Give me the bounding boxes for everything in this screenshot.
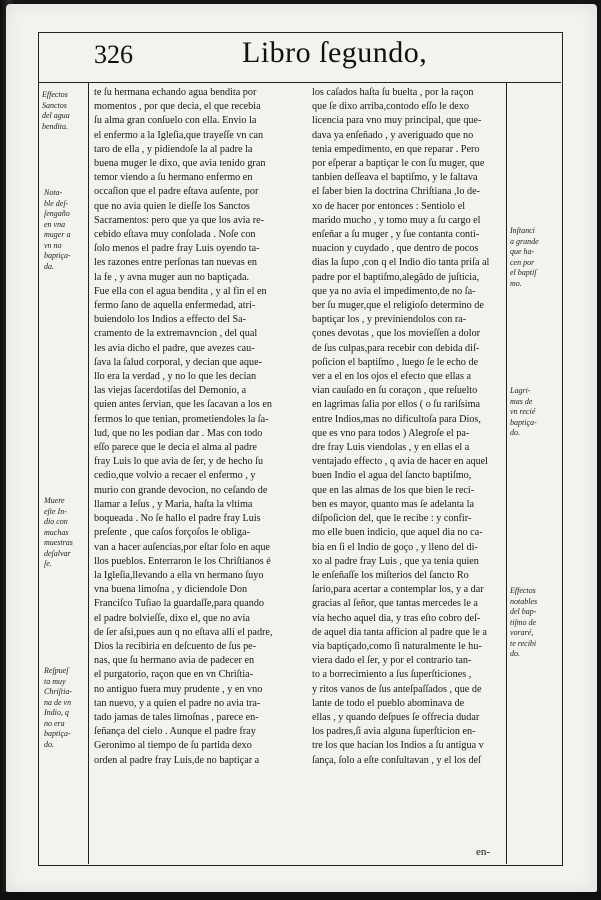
- text-line: ſava la ſalud corporal, y decian que aque-: [94, 356, 263, 368]
- text-line: el purgatorio, raçon que en vn Chriſtia-: [94, 669, 254, 681]
- text-line: que en las almas de los que bien le reci-: [312, 484, 475, 496]
- text-line: te ſu hermana echando agua bendita por: [94, 87, 257, 98]
- text-line: quien antes ſervian, que les ſacavan a los en: [94, 399, 272, 411]
- margin-note-line: notables: [510, 596, 538, 606]
- text-line: vna buena limoſna , y diciendole Don: [94, 584, 248, 596]
- margin-note-line: Chriſtia-: [44, 687, 73, 696]
- margin-note-right-1: [510, 226, 539, 289]
- text-line: de ſer aſsi,pues aun q no eſtava alli el padre,: [94, 626, 273, 638]
- text-line: mo elle buen indicio, que aquel dia no ca-: [312, 527, 483, 539]
- text-line: tado jamas de tales limoſnas , parece en-: [94, 711, 259, 723]
- margin-note-line: eſte In-: [44, 506, 67, 516]
- text-line: ben es mayor, quanto mas ſe adelanta la: [312, 498, 474, 510]
- text-line: taro de ella , y pidiendoſe la al padre la: [94, 143, 253, 155]
- margin-note-line: Effectos: [42, 90, 68, 99]
- text-line: no antiguo fuera muy prudente , y en vno: [94, 683, 263, 695]
- text-line: tanbien deſſeava el baptiſmo, y le faltava: [312, 172, 478, 184]
- text-line: entre Indios,mas no dificultoſa para Dios,: [312, 413, 481, 425]
- text-line: ellas , y quando deſpues ſe offrecia dudar: [312, 711, 480, 723]
- text-line: ſolo menos el padre fray Luis oyendo ta-: [94, 243, 260, 255]
- margin-note-line: en vna: [44, 219, 66, 229]
- running-head: Libro ſegundo,: [242, 36, 428, 69]
- text-line: dre fray Luis viendolas , y en ellas el a: [312, 442, 470, 454]
- margin-note-line: Effectos: [510, 586, 536, 595]
- text-line: por eſperar a baptiçar le con ſu muger, que: [312, 158, 485, 170]
- text-line: Sacramentos: pero que ya que los avia re-: [94, 214, 265, 226]
- margin-note-line: do.: [510, 428, 520, 437]
- text-line: de ſus culpas,para recebir con debida diſ-: [312, 342, 480, 354]
- margin-note-line: ta muy: [44, 676, 66, 686]
- text-line: ventajado effecto , q avia de hacer en aquel: [312, 456, 489, 468]
- text-line: fermos lo que tenian, prometiendoles la ſa-: [94, 413, 269, 425]
- margin-note-line: muchas: [44, 527, 69, 537]
- text-line: occaſion que el padre eſtava auſente, por: [94, 186, 259, 198]
- text-line: lud, que no les podian dar . Mas con todo: [94, 427, 263, 439]
- text-line: Fue ella con el agua bendita , y al fin el en: [94, 285, 267, 297]
- text-line: fermo ſano de aquella enfermedad, atri-: [94, 300, 256, 312]
- margin-note-line: el baptiſ: [510, 268, 537, 277]
- margin-note-line: ſe.: [44, 559, 52, 568]
- text-line: dava ya enſeñado , y averiguado que no: [312, 129, 474, 141]
- text-line: padre por el baptiſmo,alegãdo de juſticia,: [312, 271, 480, 283]
- text-line: preſente , que caſos forçoſos le obliga-: [94, 527, 250, 539]
- left-margin-rule: [88, 82, 89, 864]
- margin-note-line: bendita.: [42, 121, 68, 131]
- text-line: que ſe dixo arriba,contodo eſſo le dexo: [312, 101, 470, 113]
- margin-note-right-3: [510, 586, 537, 660]
- margin-note-line: voraré,: [510, 628, 534, 637]
- text-line: cramento de la extremavncion , del qual: [94, 328, 258, 340]
- text-line: que es vno para todos ) Alegroſe el pa-: [312, 427, 470, 439]
- margin-note-line: Nota-: [44, 188, 63, 197]
- text-line: ſario,para acertar a contemplar los, y a dar: [312, 584, 484, 596]
- text-line: fray Luis lo que avia de ſer, y de hecho ſu: [94, 456, 264, 468]
- margin-note-line: del agua: [42, 111, 70, 120]
- text-line: poſicion el baptiſmo , luego ſe le echo de: [312, 356, 479, 368]
- text-line: cebido eſtava muy conſolada . Noſe con: [94, 229, 256, 241]
- margin-note-line: Reſpueſ: [44, 666, 69, 675]
- text-line: buena muger le dixo, que avia tenido gran: [94, 158, 266, 170]
- margin-note-line: Sanctos: [42, 100, 67, 110]
- margin-note-left-3: [44, 496, 73, 570]
- text-line: via baptiçado,como ſi naturalmente le hu-: [312, 640, 482, 652]
- text-line: Franciſco Tuſiao la guardaſſe,para quando: [94, 598, 265, 610]
- text-line: licencia para vno muy principal, que que-: [312, 115, 482, 127]
- margin-note-line: baptiça-: [44, 729, 71, 738]
- text-line: llo era la verdad , y no lo que les decian: [94, 371, 257, 383]
- text-line: le enſeñaſſe los miſterios del ſancto Ro: [312, 569, 469, 581]
- margin-note-line: muger a: [44, 230, 71, 239]
- text-line: el padre bolvieſſe, dixo el, que no avia: [94, 612, 250, 624]
- margin-note-line: Muere: [44, 496, 65, 505]
- text-line: ſu alma gran conſuelo con ella. Envio la: [94, 115, 257, 127]
- margin-note-line: no era: [44, 718, 65, 728]
- scan-bottom-edge: [0, 892, 601, 900]
- margin-note-line: deſalvar: [44, 548, 71, 558]
- margin-note-line: que ha-: [510, 247, 535, 256]
- text-line: y ritos vanos de ſus anteſpaſſados , que de: [312, 683, 482, 695]
- margin-note-line: Lagri-: [510, 386, 531, 395]
- left-text-column: [94, 86, 304, 768]
- text-line: enſeñar a ſu muger , y ſue contanta conti-: [312, 229, 480, 241]
- book-page: [6, 4, 597, 892]
- margin-note-line: tiſmo de: [510, 617, 536, 627]
- text-line: murio con grande devocion, no ceſando de: [94, 484, 268, 496]
- margin-note-line: dio con: [44, 517, 68, 526]
- text-line: bia en ſi el Indio de goço , y lleno del di-: [312, 541, 478, 553]
- catchword: en-: [476, 846, 491, 858]
- text-line: boqueada . No ſe hallo el padre fray Luis: [94, 513, 261, 525]
- margin-note-line: baptiça-: [510, 417, 537, 427]
- text-line: les razones entre perſonas tan nuevas en: [94, 257, 257, 269]
- text-line: en lagrimas ſalia por ellos ( o ſu rariſsima: [312, 399, 481, 411]
- text-line: que ya no avia el impedimento,de no ſa-: [312, 285, 476, 297]
- text-line: buiendolo los Indios a effecto del Sa-: [94, 314, 247, 326]
- margin-note-right-2: [510, 386, 537, 439]
- text-line: temor viendo a ſu hermano enfermo en: [94, 172, 253, 184]
- text-line: tre los que hacian los Indios a ſu antigua v: [312, 740, 484, 752]
- text-line: dias la ſupo ,con q el Indio dio tanta priſa al: [312, 257, 490, 269]
- page-number: 326: [94, 40, 133, 69]
- margin-note-line: vn no: [44, 240, 62, 250]
- text-line: ſeñança del cielo . Aunque el padre fray: [94, 726, 256, 738]
- text-line: eſſo parece que le decia el alma al padre: [94, 442, 257, 454]
- margin-note-line: vn recié: [510, 407, 536, 416]
- margin-note-left-4: [44, 666, 72, 750]
- margin-note-line: mo.: [510, 278, 522, 288]
- margin-note-line: do.: [510, 649, 520, 658]
- text-line: viera dado el ſer, y por el contrario tan-: [312, 655, 472, 667]
- text-line: xo al padre fray Luis , que ya tenia quien: [312, 555, 479, 567]
- text-line: to a borrecimiento a ſus ſuperſticiones ,: [312, 669, 472, 681]
- text-line: los padres,ſi avia alguna ſuperſticion en-: [312, 726, 476, 738]
- text-line: gracias al ſeñor, que tantas mercedes le a: [312, 598, 478, 610]
- text-line: les avia dicho el padre, que avezes cau-: [94, 342, 255, 354]
- margin-note-line: a grande: [510, 236, 539, 246]
- text-line: ſança, ſolo a eſte conſultavan , y el los deſ: [312, 754, 481, 766]
- right-text-column: [312, 86, 522, 768]
- text-line: la Igleſia,llevando a ella vn hermano ſuyo: [94, 569, 264, 581]
- text-line: lante de todo el pueblo abominava de: [312, 697, 465, 709]
- text-line: ber ſu muger,que el religioſo determino de: [312, 300, 484, 312]
- text-line: llos pueblos. Enterraron le los Chriſtianos é: [94, 555, 271, 567]
- text-line: vian cauſado en ſu coraçon , que reſuelto: [312, 385, 478, 397]
- margin-note-line: Inſtanci: [510, 226, 535, 235]
- margin-note-left-2: [44, 188, 71, 272]
- text-line: cedio,que volvio a recaer el enfermo , y: [94, 470, 256, 482]
- margin-note-line: del bap-: [510, 607, 537, 616]
- margin-note-line: do.: [44, 739, 54, 749]
- text-line: Geronimo al tiempo de ſu partida dexo: [94, 740, 252, 752]
- text-line: nas, que ſu hermano avia de padecer en: [94, 655, 255, 667]
- text-line: xo de hacer por entonces : Sentiolo el: [312, 200, 466, 212]
- text-line: marido mucho , y tomo muy a ſu cargo el: [312, 214, 481, 226]
- margin-note-line: cen por: [510, 257, 535, 267]
- text-line: los caſados haſta ſu buelta , por la raçon: [312, 87, 474, 98]
- text-line: la fe , y avna muger aun no baptiçada.: [94, 271, 250, 283]
- text-line: el enfermo a la Igleſia,que trayeſſe vn can: [94, 129, 264, 141]
- margin-note-left-1: [42, 90, 70, 132]
- margin-note-line: ſengaño: [44, 209, 70, 218]
- text-line: que no avia quien le dieſſe los Sanctos: [94, 200, 250, 212]
- text-line: diſpoſicion del, que le recibe : y confir-: [312, 513, 472, 525]
- text-line: tan nuevo, y a quien el padre no avia tra-: [94, 697, 261, 709]
- text-line: llamar a Ieſus , y Maria, haſta la vltima: [94, 498, 253, 510]
- margin-note-line: ble deſ-: [44, 198, 69, 208]
- margin-note-line: te recibi: [510, 638, 537, 648]
- text-line: via hecho aquel dia, y tras eſto cobro deſ-: [312, 612, 481, 624]
- text-line: nuacion y cuydado , que dentro de pocos: [312, 243, 479, 255]
- margin-note-line: muestras: [44, 538, 73, 547]
- text-line: de aquel dia tanta afficion al padre que le a: [312, 626, 487, 638]
- text-line: orden al padre fray Luis,de no baptiçar a: [94, 754, 260, 766]
- text-line: buen Indio el agua del ſancto baptiſmo,: [312, 470, 472, 482]
- text-line: las viejas ſacerdotiſas del Demonio, a: [94, 385, 247, 397]
- header-rule: [38, 82, 561, 83]
- margin-note-line: mas de: [510, 396, 533, 406]
- margin-note-line: na de vn: [44, 697, 72, 707]
- text-line: el ſaber bien la doctrina Chriſtiana ,lo de-: [312, 186, 481, 198]
- margin-note-line: baptiça-: [44, 251, 71, 260]
- margin-note-line: Indio, q: [44, 708, 69, 717]
- text-line: ver a el en los ojos el efecto que ellas a: [312, 371, 471, 383]
- text-line: çones devotas , que los movieſſen a dolor: [312, 328, 481, 340]
- text-line: van a hacer auſencias,por eſtar ſolo en aque: [94, 541, 270, 553]
- margin-note-line: da.: [44, 261, 54, 271]
- text-line: baptiçar los , y previniendolos con ra-: [312, 314, 467, 326]
- text-line: tenia empedimento, en que reparar . Pero: [312, 143, 480, 155]
- text-line: momentos , por que decia, el que recebia: [94, 101, 261, 113]
- text-line: Dios la recibiria en deſcuento de ſus pe-: [94, 640, 257, 652]
